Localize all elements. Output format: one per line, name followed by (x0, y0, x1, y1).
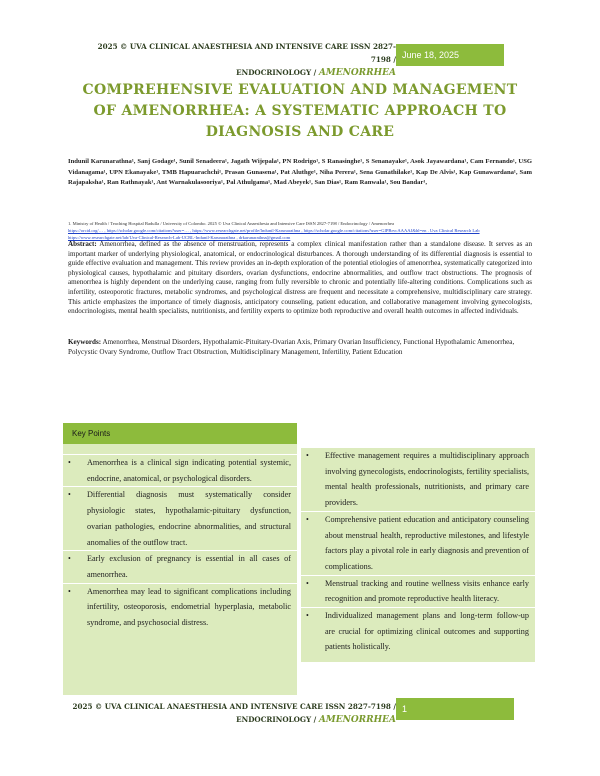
affiliation-links[interactable]: https://orcid.org/… , https://scholar.google.com/citations?user=… , https://www.researchgate.net/profile/Indunil-Karunarathna , https://scholar.google.com/citations?user=GlPBrvcAAAAJ&hl=en . Uva Clinical Research Lab https://www.researchgate.net/lab/Uva-Clinical-Research-Lab-UCRL-Indunil-Karunarathna , drkarunarathna@gmail.com (68, 227, 480, 240)
page-number-badge: 1 (396, 698, 514, 720)
header-topic: AMENORRHEA (318, 68, 396, 78)
key-point-text: Amenorrhea is a clinical sign indicating potential systemic, endocrine, anatomical, or psychological disorders. (87, 458, 291, 483)
footer-section: ENDOCRINOLOGY / (236, 715, 319, 724)
author-list: Indunil Karunarathna¹, Sanj Godage¹, Sunil Senadeera¹, Jagath Wijepala¹, PN Rodrigo¹, S Ranasinghe¹, S Senanayake¹, Asok Jayawardana¹, Cam Fernando¹, USG Vidanagama¹, UPN Ekanayake¹, TMB Hapuarachchi¹, Prasan Gunasena¹, Pat Aluthge¹, Niha Perera¹, Sena Gunathilake¹, Kap De Alvis¹, Kap Gunawardana¹, Sam Rajapaksha¹, Ran Rathnayak¹, Ant Warnakulasooriya¹, Pal Athulgama¹, Mad Abeyek¹, San Dias¹, Ram Ranwala¹, Sou Bandar¹, (68, 158, 532, 186)
abstract (68, 240, 532, 317)
key-point (301, 448, 535, 511)
key-point (301, 575, 535, 607)
key-point-text: Effective management requires a multidisciplinary approach involving gynecologists, endocrinologists, fertility specialists, mental health professionals, nutritionists, and primary care providers. (325, 451, 529, 508)
key-points-list-left (63, 454, 297, 631)
key-point (301, 511, 535, 575)
affiliation-note (68, 221, 532, 241)
key-point-text: Amenorrhea may lead to significant complications including infertility, osteoporosis, endometrial hyperplasia, metabolic syndrome, and psychosocial distress. (87, 586, 291, 628)
key-points-list-right (301, 448, 535, 655)
running-header (96, 40, 396, 80)
abstract-text: Amenorrhea, defined as the absence of menstruation, represents a complex clinical manifestation rather than a standalone disease. It serves as an important marker of underlying physiological, anatomical, or endocrinological disturbances. A thorough understanding of its differential diagnosis is essential to guide effective evaluation and management. This review provides an in-depth exploration of the potential etiologies of amenorrhea, systematically categorized into physiological causes, hypothalamic and pituitary disorders, ovarian dysfunctions, endocrine abnormalities, and outflow tract obstructions. The prognosis of amenorrhea is highly dependent on the underlying cause, ranging from fully reversible to chronic and potentially life-altering conditions. Complications such as infertility, osteoporotic fractures, metabolic syndromes, and psychological distress are frequent and necessitate a comprehensive, multidisciplinary care strategy. This article emphasizes the importance of timely diagnosis, anticipatory counseling, patient education, and collaborative management involving gynecologists, endocrinologists, mental health specialists, nutritionists, and fertility experts to optimize both reproductive and overall health outcomes in affected individuals. (68, 240, 532, 316)
key-point-text: Comprehensive patient education and anticipatory counseling about menstrual health, reproductive milestones, and lifestyle factors play a pivotal role in early diagnosis and prevention of complications. (325, 514, 529, 571)
key-point (63, 583, 297, 631)
bullet-icon: • (68, 458, 71, 467)
keywords-label: Keywords: (68, 338, 102, 346)
footer-topic: AMENORRHEA (318, 715, 396, 725)
bullet-icon: • (68, 586, 71, 596)
affiliation-text: 1. Ministry of Health / Teaching Hospital Badulla / University of Colombo. 2025 © Uva Clinical Anaesthesia and Intensive Care ISSN 2827-7198 / Endocrinology / Amenorrhea (68, 221, 394, 226)
article-title: COMPREHENSIVE EVALUATION AND MANAGEMENT OF AMENORRHEA: A SYSTEMATIC APPROACH TO DIAGNOSIS AND CARE (82, 82, 518, 140)
key-points-heading: Key Points (63, 423, 297, 444)
key-point (63, 454, 297, 486)
key-point-text: Menstrual tracking and routine wellness visits enhance early recognition and promote reproductive health literacy. (325, 578, 529, 604)
header-journal-line: 2025 © UVA CLINICAL ANAESTHESIA AND INTENSIVE CARE ISSN 2827-7198 / (97, 42, 396, 64)
bullet-icon: • (306, 451, 309, 460)
header-date-badge: June 18, 2025 (396, 44, 504, 66)
bullet-icon: • (68, 554, 71, 564)
key-point (63, 486, 297, 550)
running-footer (56, 700, 396, 727)
key-point-text: Early exclusion of pregnancy is essential in all cases of amenorrhea. (87, 554, 291, 579)
key-point-text: Individualized management plans and long-term follow-up are crucial for optimizing clinical outcomes and supporting patients holistically. (325, 611, 529, 652)
bullet-icon: • (306, 514, 309, 524)
bullet-icon: • (306, 611, 309, 621)
key-point (63, 550, 297, 582)
key-point (301, 607, 535, 655)
footer-section-line (56, 713, 396, 727)
header-section: ENDOCRINOLOGY / (236, 68, 319, 77)
bullet-icon: • (68, 490, 71, 500)
keywords (68, 338, 532, 357)
key-point-text: Differential diagnosis must systematically consider physiologic states, hypothalamic-pituitary dysfunction, ovarian pathologies, endocrine abnormalities, and structural anomalies of the outflow tract. (87, 490, 291, 547)
header-section-line (96, 66, 396, 80)
footer-journal-line: 2025 © UVA CLINICAL ANAESTHESIA AND INTENSIVE CARE ISSN 2827-7198 / (72, 702, 396, 711)
bullet-icon: • (306, 578, 309, 588)
keywords-text: Amenorrhea, Menstrual Disorders, Hypothalamic-Pituitary-Ovarian Axis, Primary Ovarian Insufficiency, Functional Hypothalamic Amenorrhea, Polycystic Ovary Syndrome, Outflow Tract Obstruction, Multidisciplinary Management, Infertility, Patient Education (68, 338, 515, 356)
abstract-label: Abstract: (68, 240, 97, 248)
